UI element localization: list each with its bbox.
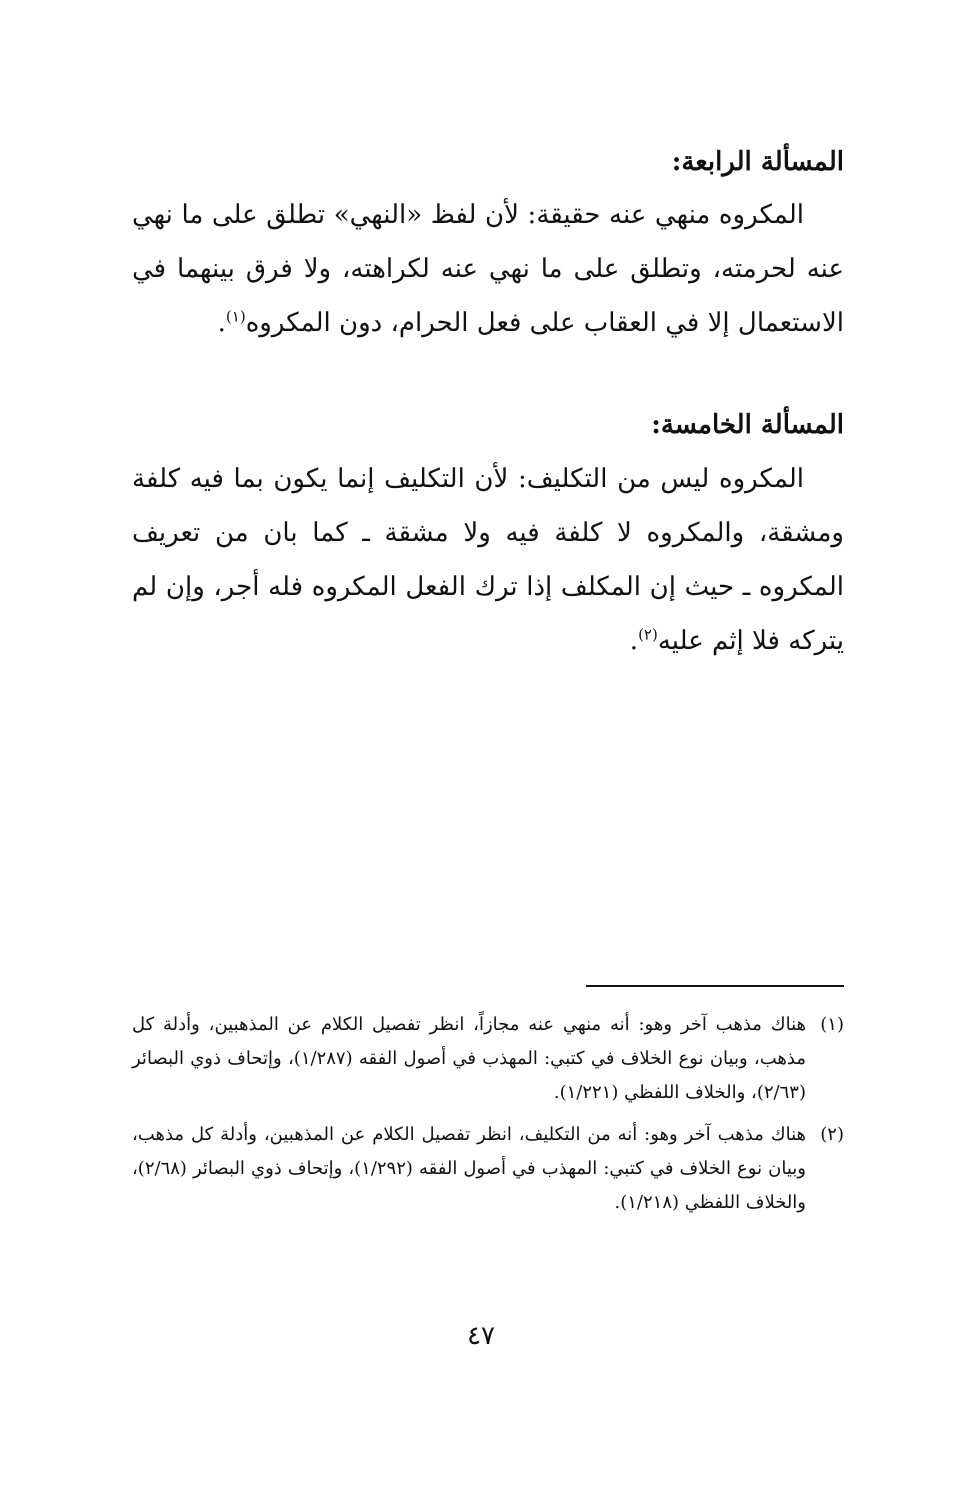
footnote-text: هناك مذهب آخر وهو: أنه منهي عنه مجازاً، انظر تفصيل الكلام عن المذهبين، وأدلة كل مذهب، وبيان نوع الخلاف في كتبي: المهذب في أصول الفقه (١/٢٨٧)، وإتحاف ذوي البصائر (٢/٦٣)، والخلاف اللفظي (١/٢٢١). <box>132 1014 806 1103</box>
footnote-text: هناك مذهب آخر وهو: أنه من التكليف، انظر تفصيل الكلام عن المذهبين، وأدلة كل مذهب، وبيان نوع الخلاف في كتبي: المهذب في أصول الفقه (١/٢٩٢)، وإتحاف ذوي البصائر (٢/٦٨)، والخلاف اللفظي (١/٢١٨). <box>132 1124 806 1213</box>
footnote-separator <box>586 985 844 987</box>
footnote-reference-2: (٢) <box>638 625 658 644</box>
footnote-reference-1: (١) <box>225 307 246 326</box>
section-heading-4: المسألة الرابعة: <box>671 147 844 177</box>
section-paragraph-4 <box>132 188 844 350</box>
footnote-1 <box>132 1008 844 1110</box>
footnote-number: (١) <box>820 1014 844 1035</box>
paragraph-end: . <box>629 626 639 656</box>
section-heading-5: المسألة الخامسة: <box>651 410 844 440</box>
section-paragraph-5 <box>132 452 844 668</box>
footnotes <box>132 1008 844 1228</box>
paragraph-text: المكروه منهي عنه حقيقة: لأن لفظ «النهي» تطلق على ما نهي عنه لحرمته، وتطلق على ما نهي عنه لكراهته، ولا فرق بينهما في الاستعمال إلا في العقاب على فعل الحرام، دون المكروه <box>132 200 844 338</box>
page-number: ٤٧ <box>467 1321 495 1351</box>
paragraph-end: . <box>217 308 226 338</box>
footnote-2 <box>132 1118 844 1220</box>
footnote-number: (٢) <box>820 1124 844 1145</box>
paragraph-text: المكروه ليس من التكليف: لأن التكليف إنما يكون بما فيه كلفة ومشقة، والمكروه لا كلفة فيه ولا مشقة ـ كما بان من تعريف المكروه ـ حيث إن المكلف إذا ترك الفعل المكروه فله أجر، وإن لم يتركه فلا إثم عليه <box>132 464 844 656</box>
